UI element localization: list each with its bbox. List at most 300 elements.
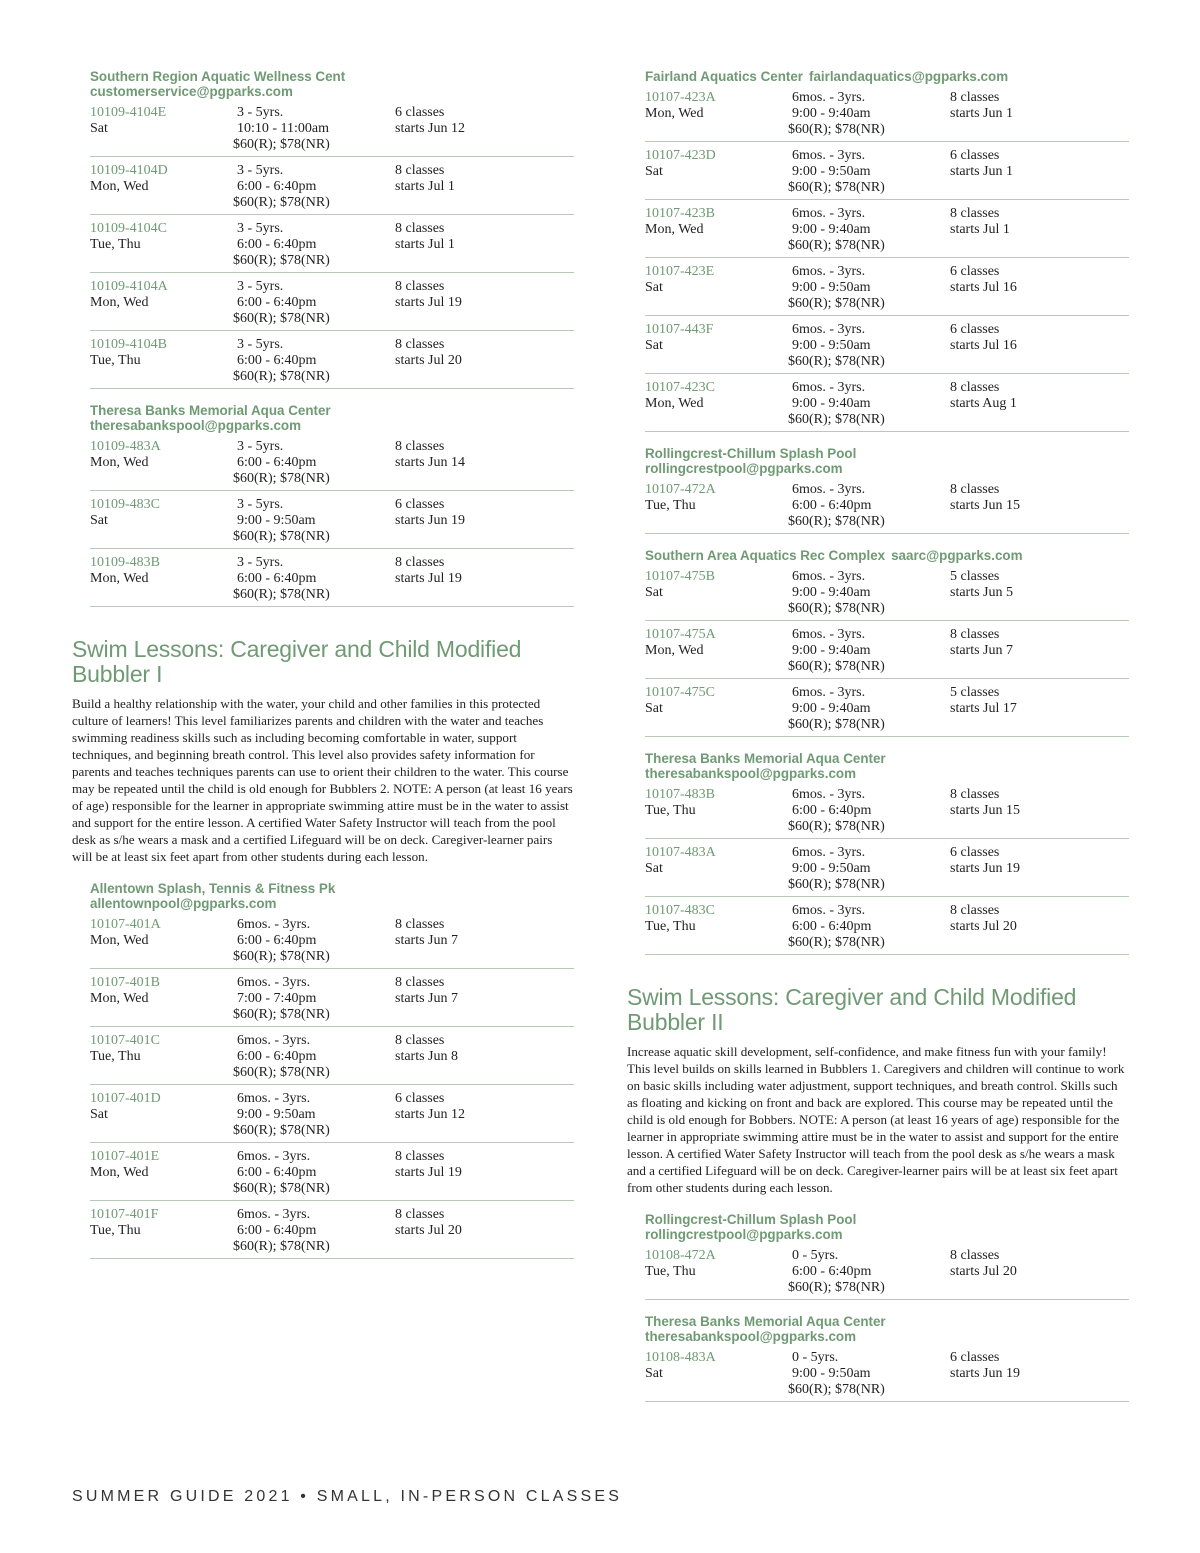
class-time: 9:00 - 9:50am <box>792 338 871 353</box>
sessions-cell <box>950 322 1129 370</box>
class-start: starts Jun 5 <box>950 585 1013 600</box>
class-ages: 6mos. - 3yrs. <box>792 206 866 221</box>
sessions-cell <box>950 482 1129 530</box>
class-ages: 6mos. - 3yrs. <box>792 380 866 395</box>
class-row <box>645 476 1129 534</box>
left-bottom-groups <box>72 881 574 1259</box>
code-cell <box>90 1149 237 1197</box>
class-time: 9:00 - 9:40am <box>792 585 871 600</box>
code-cell <box>90 279 237 327</box>
sessions-cell <box>950 1350 1129 1398</box>
venue-block <box>90 69 574 389</box>
class-row <box>90 911 574 969</box>
class-time: 7:00 - 7:40pm <box>237 991 317 1006</box>
class-fee: $60(R); $78(NR) <box>233 1065 330 1080</box>
class-ages: 3 - 5yrs. <box>237 163 284 178</box>
class-fee: $60(R); $78(NR) <box>233 369 330 384</box>
class-ages: 6mos. - 3yrs. <box>792 845 866 860</box>
code-cell <box>645 627 792 675</box>
class-fee: $60(R); $78(NR) <box>788 1280 885 1295</box>
class-code: 10108-483A <box>645 1350 716 1365</box>
class-ages: 3 - 5yrs. <box>237 105 284 120</box>
class-row <box>90 1143 574 1201</box>
venue-email: saarc@pgparks.com <box>891 548 1023 563</box>
class-code: 10107-443F <box>645 322 714 337</box>
class-ages: 6mos. - 3yrs. <box>237 1091 311 1106</box>
class-count: 8 classes <box>395 279 445 294</box>
class-row <box>90 1085 574 1143</box>
class-fee: $60(R); $78(NR) <box>788 659 885 674</box>
class-count: 6 classes <box>950 148 1000 163</box>
class-fee: $60(R); $78(NR) <box>233 471 330 486</box>
schedule-cell <box>788 685 950 733</box>
class-count: 6 classes <box>395 497 445 512</box>
class-count: 8 classes <box>950 787 1000 802</box>
class-count: 6 classes <box>395 1091 445 1106</box>
class-ages: 0 - 5yrs. <box>792 1350 839 1365</box>
sessions-cell <box>395 555 574 603</box>
schedule-cell <box>233 163 395 211</box>
class-start: starts Jun 7 <box>395 991 458 1006</box>
venue-name: Rollingcrest-Chillum Splash Pool <box>645 446 857 461</box>
page-footer: SUMMER GUIDE 2021 • SMALL, IN-PERSON CLASSES <box>72 1488 623 1505</box>
schedule-cell <box>788 787 950 835</box>
class-count: 6 classes <box>950 845 1000 860</box>
section-title: Swim Lessons: Caregiver and Child Modified Bubbler II <box>627 984 1077 1035</box>
class-time: 10:10 - 11:00am <box>237 121 330 136</box>
venue-name: Theresa Banks Memorial Aqua Center <box>90 403 331 418</box>
class-days: Sat <box>90 513 108 528</box>
class-time: 9:00 - 9:50am <box>237 1107 316 1122</box>
venue-email: rollingcrestpool@pgparks.com <box>645 1227 843 1242</box>
class-code: 10107-401C <box>90 1033 160 1048</box>
class-row <box>645 679 1129 737</box>
sessions-cell <box>395 917 574 965</box>
class-row <box>90 1201 574 1259</box>
class-code: 10107-401F <box>90 1207 159 1222</box>
sessions-cell <box>950 569 1129 617</box>
class-code: 10107-472A <box>645 482 716 497</box>
venue-email: theresabankspool@pgparks.com <box>645 766 857 781</box>
class-days: Mon, Wed <box>645 222 704 237</box>
venue-name: Theresa Banks Memorial Aqua Center <box>645 751 886 766</box>
class-days: Sat <box>645 164 663 179</box>
class-code: 10109-483B <box>90 555 160 570</box>
schedule-cell <box>788 482 950 530</box>
venue-header <box>90 403 574 433</box>
schedule-cell <box>788 627 950 675</box>
class-time: 9:00 - 9:50am <box>792 164 871 179</box>
class-ages: 3 - 5yrs. <box>237 439 284 454</box>
schedule-cell <box>788 569 950 617</box>
class-time: 6:00 - 6:40pm <box>792 498 872 513</box>
venue-name: Allentown Splash, Tennis & Fitness Pk <box>90 881 336 896</box>
class-ages: 6mos. - 3yrs. <box>792 90 866 105</box>
class-count: 8 classes <box>395 917 445 932</box>
class-ages: 6mos. - 3yrs. <box>792 322 866 337</box>
class-ages: 3 - 5yrs. <box>237 279 284 294</box>
class-count: 5 classes <box>950 685 1000 700</box>
class-days: Mon, Wed <box>90 933 149 948</box>
class-fee: $60(R); $78(NR) <box>788 122 885 137</box>
class-days: Sat <box>645 701 663 716</box>
code-cell <box>645 206 792 254</box>
class-days: Tue, Thu <box>645 803 696 818</box>
class-start: starts Jun 19 <box>395 513 465 528</box>
venue-block <box>90 881 574 1259</box>
class-ages: 6mos. - 3yrs. <box>237 1207 311 1222</box>
code-cell <box>90 221 237 269</box>
class-count: 8 classes <box>950 627 1000 642</box>
venue-email: rollingcrestpool@pgparks.com <box>645 461 843 476</box>
code-cell <box>90 917 237 965</box>
class-days: Mon, Wed <box>90 991 149 1006</box>
class-fee: $60(R); $78(NR) <box>233 195 330 210</box>
class-ages: 6mos. - 3yrs. <box>792 627 866 642</box>
class-code: 10109-4104E <box>90 105 167 120</box>
class-days: Mon, Wed <box>90 295 149 310</box>
class-count: 6 classes <box>950 1350 1000 1365</box>
code-cell <box>90 975 237 1023</box>
class-code: 10107-423B <box>645 206 715 221</box>
sessions-cell <box>950 903 1129 951</box>
class-fee: $60(R); $78(NR) <box>233 311 330 326</box>
class-time: 6:00 - 6:40pm <box>237 237 317 252</box>
venue-email: theresabankspool@pgparks.com <box>90 418 302 433</box>
class-row <box>645 1242 1129 1300</box>
class-days: Tue, Thu <box>90 1049 141 1064</box>
class-code: 10109-4104B <box>90 337 167 352</box>
schedule-cell <box>233 555 395 603</box>
sessions-cell <box>395 497 574 545</box>
class-start: starts Jun 8 <box>395 1049 458 1064</box>
right-bottom-groups <box>627 1212 1129 1402</box>
class-time: 6:00 - 6:40pm <box>237 455 317 470</box>
class-code: 10107-423E <box>645 264 715 279</box>
bubbler-1-section <box>72 637 574 865</box>
class-start: starts Jun 12 <box>395 1107 465 1122</box>
class-row <box>90 549 574 607</box>
sessions-cell <box>395 975 574 1023</box>
venue-name: Southern Area Aquatics Rec Complex <box>645 548 886 563</box>
schedule-cell <box>233 1207 395 1255</box>
class-start: starts Jun 15 <box>950 498 1020 513</box>
class-code: 10107-423A <box>645 90 716 105</box>
venue-header <box>645 1212 1129 1242</box>
schedule-cell <box>233 917 395 965</box>
class-ages: 3 - 5yrs. <box>237 497 284 512</box>
class-fee: $60(R); $78(NR) <box>788 354 885 369</box>
class-fee: $60(R); $78(NR) <box>788 935 885 950</box>
class-code: 10107-401D <box>90 1091 161 1106</box>
class-count: 8 classes <box>395 975 445 990</box>
class-ages: 6mos. - 3yrs. <box>237 975 311 990</box>
class-row <box>645 316 1129 374</box>
class-fee: $60(R); $78(NR) <box>788 877 885 892</box>
class-count: 8 classes <box>950 1248 1000 1263</box>
venue-header <box>90 881 574 911</box>
class-ages: 6mos. - 3yrs. <box>792 685 866 700</box>
class-time: 6:00 - 6:40pm <box>792 803 872 818</box>
class-count: 8 classes <box>950 90 1000 105</box>
bubbler-2-section <box>627 985 1129 1196</box>
schedule-cell <box>788 148 950 196</box>
class-time: 6:00 - 6:40pm <box>237 295 317 310</box>
class-time: 6:00 - 6:40pm <box>237 1049 317 1064</box>
class-count: 8 classes <box>950 206 1000 221</box>
class-code: 10107-475C <box>645 685 715 700</box>
venue-block <box>645 446 1129 534</box>
class-days: Mon, Wed <box>645 643 704 658</box>
venue-block <box>645 548 1129 737</box>
class-start: starts Jun 14 <box>395 455 465 470</box>
sessions-cell <box>950 627 1129 675</box>
class-count: 8 classes <box>950 380 1000 395</box>
class-days: Sat <box>645 585 663 600</box>
class-fee: $60(R); $78(NR) <box>788 601 885 616</box>
class-time: 9:00 - 9:50am <box>237 513 316 528</box>
class-row <box>90 215 574 273</box>
class-start: starts Jul 16 <box>950 280 1017 295</box>
class-start: starts Jun 1 <box>950 106 1013 121</box>
venue-block <box>645 69 1129 432</box>
code-cell <box>645 903 792 951</box>
class-ages: 6mos. - 3yrs. <box>237 917 311 932</box>
class-code: 10107-483C <box>645 903 715 918</box>
code-cell <box>90 1091 237 1139</box>
class-time: 9:00 - 9:40am <box>792 106 871 121</box>
class-count: 5 classes <box>950 569 1000 584</box>
sessions-cell <box>395 1091 574 1139</box>
venue-header <box>645 548 1129 563</box>
class-row <box>645 374 1129 432</box>
schedule-cell <box>788 903 950 951</box>
class-days: Mon, Wed <box>90 1165 149 1180</box>
sessions-cell <box>395 337 574 385</box>
class-count: 8 classes <box>950 482 1000 497</box>
class-time: 9:00 - 9:50am <box>792 1366 871 1381</box>
class-row <box>90 273 574 331</box>
section-title: Swim Lessons: Caregiver and Child Modified Bubbler I <box>72 636 522 687</box>
venue-block <box>645 1212 1129 1300</box>
code-cell <box>90 497 237 545</box>
class-count: 8 classes <box>395 1033 445 1048</box>
class-ages: 6mos. - 3yrs. <box>792 148 866 163</box>
sessions-cell <box>950 90 1129 138</box>
class-time: 6:00 - 6:40pm <box>237 933 317 948</box>
class-fee: $60(R); $78(NR) <box>788 180 885 195</box>
schedule-cell <box>233 497 395 545</box>
class-code: 10107-423D <box>645 148 716 163</box>
sessions-cell <box>395 1033 574 1081</box>
schedule-cell <box>233 975 395 1023</box>
code-cell <box>90 163 237 211</box>
right-column <box>627 69 1129 1408</box>
class-days: Sat <box>645 280 663 295</box>
class-start: starts Jun 7 <box>395 933 458 948</box>
class-start: starts Jun 19 <box>950 861 1020 876</box>
class-start: starts Jul 20 <box>950 1264 1017 1279</box>
class-code: 10107-401A <box>90 917 161 932</box>
class-fee: $60(R); $78(NR) <box>233 1239 330 1254</box>
class-days: Tue, Thu <box>90 237 141 252</box>
class-days: Sat <box>90 121 108 136</box>
code-cell <box>90 1207 237 1255</box>
class-start: starts Jul 20 <box>395 1223 462 1238</box>
code-cell <box>90 439 237 487</box>
schedule-cell <box>233 1033 395 1081</box>
class-time: 9:00 - 9:40am <box>792 643 871 658</box>
schedule-cell <box>788 380 950 428</box>
section-description: Build a healthy relationship with the water, your child and other families in this protected culture of learners! This level familiarizes parents and children with the water and teaches swimming readiness skills such as including becoming comfortable in water, support techniques, and beginning breath control. This level also provides safety information for parents and teaches techniques parents can use to orient their children to the water. This course may be repeated until the child is old enough for Bubblers 2. NOTE: A person (at least 16 years of age) responsible for the learner in appropriate swimming attire must be in the water to assist and support for the entire lesson. A certified Water Safety Instructor will teach from the pool desk as s/he wears a mask and a certified Lifeguard will be on deck. Caregiver-learner pairs will be at least six feet apart from other students during each lesson. <box>72 696 573 864</box>
class-days: Sat <box>645 338 663 353</box>
class-start: starts Jul 20 <box>950 919 1017 934</box>
code-cell <box>645 685 792 733</box>
schedule-cell <box>788 845 950 893</box>
class-fee: $60(R); $78(NR) <box>788 238 885 253</box>
class-code: 10107-401B <box>90 975 160 990</box>
class-fee: $60(R); $78(NR) <box>233 253 330 268</box>
class-code: 10107-475B <box>645 569 715 584</box>
class-time: 6:00 - 6:40pm <box>237 353 317 368</box>
left-column <box>72 69 574 1265</box>
class-start: starts Jul 1 <box>950 222 1010 237</box>
class-days: Mon, Wed <box>90 179 149 194</box>
class-start: starts Jul 19 <box>395 295 462 310</box>
class-count: 8 classes <box>395 1149 445 1164</box>
class-fee: $60(R); $78(NR) <box>788 819 885 834</box>
code-cell <box>645 148 792 196</box>
class-start: starts Jun 12 <box>395 121 465 136</box>
class-fee: $60(R); $78(NR) <box>233 1007 330 1022</box>
class-code: 10107-483A <box>645 845 716 860</box>
schedule-cell <box>233 279 395 327</box>
schedule-cell <box>233 337 395 385</box>
schedule-cell <box>233 105 395 153</box>
sessions-cell <box>950 206 1129 254</box>
venue-email: theresabankspool@pgparks.com <box>645 1329 857 1344</box>
class-days: Sat <box>645 861 663 876</box>
schedule-cell <box>788 1248 950 1296</box>
class-days: Tue, Thu <box>90 353 141 368</box>
class-count: 8 classes <box>395 1207 445 1222</box>
class-start: starts Jul 17 <box>950 701 1017 716</box>
schedule-cell <box>788 264 950 312</box>
schedule-cell <box>233 1091 395 1139</box>
class-ages: 6mos. - 3yrs. <box>792 264 866 279</box>
class-fee: $60(R); $78(NR) <box>788 717 885 732</box>
sessions-cell <box>395 105 574 153</box>
code-cell <box>645 322 792 370</box>
class-code: 10109-483A <box>90 439 161 454</box>
class-days: Tue, Thu <box>90 1223 141 1238</box>
class-time: 6:00 - 6:40pm <box>792 919 872 934</box>
class-row <box>90 157 574 215</box>
code-cell <box>90 1033 237 1081</box>
class-ages: 6mos. - 3yrs. <box>237 1033 311 1048</box>
schedule-cell <box>788 90 950 138</box>
sessions-cell <box>950 845 1129 893</box>
class-count: 8 classes <box>395 163 445 178</box>
class-time: 9:00 - 9:40am <box>792 396 871 411</box>
sessions-cell <box>950 380 1129 428</box>
sessions-cell <box>950 787 1129 835</box>
schedule-cell <box>788 206 950 254</box>
sessions-cell <box>950 685 1129 733</box>
sessions-cell <box>395 279 574 327</box>
class-count: 6 classes <box>395 105 445 120</box>
class-count: 8 classes <box>395 555 445 570</box>
sessions-cell <box>395 1207 574 1255</box>
class-fee: $60(R); $78(NR) <box>233 529 330 544</box>
venue-email: customerservice@pgparks.com <box>90 84 293 99</box>
class-days: Mon, Wed <box>90 571 149 586</box>
class-row <box>645 258 1129 316</box>
class-days: Sat <box>90 1107 108 1122</box>
class-ages: 6mos. - 3yrs. <box>792 482 866 497</box>
class-row <box>645 781 1129 839</box>
class-row <box>645 142 1129 200</box>
class-start: starts Jul 1 <box>395 179 455 194</box>
class-start: starts Aug 1 <box>950 396 1017 411</box>
sessions-cell <box>950 148 1129 196</box>
class-start: starts Jul 16 <box>950 338 1017 353</box>
class-start: starts Jun 7 <box>950 643 1013 658</box>
sessions-cell <box>395 1149 574 1197</box>
class-row <box>645 84 1129 142</box>
class-row <box>645 563 1129 621</box>
class-count: 6 classes <box>950 264 1000 279</box>
code-cell <box>645 264 792 312</box>
class-code: 10108-472A <box>645 1248 716 1263</box>
left-top-groups <box>72 69 574 607</box>
class-row <box>90 433 574 491</box>
class-time: 9:00 - 9:50am <box>792 280 871 295</box>
code-cell <box>645 787 792 835</box>
class-code: 10109-4104D <box>90 163 168 178</box>
class-row <box>90 331 574 389</box>
sessions-cell <box>395 439 574 487</box>
class-fee: $60(R); $78(NR) <box>788 514 885 529</box>
class-code: 10107-401E <box>90 1149 160 1164</box>
class-ages: 6mos. - 3yrs. <box>792 787 866 802</box>
class-row <box>645 839 1129 897</box>
class-time: 9:00 - 9:50am <box>792 861 871 876</box>
venue-name: Theresa Banks Memorial Aqua Center <box>645 1314 886 1329</box>
class-row <box>645 1344 1129 1402</box>
venue-header <box>645 751 1129 781</box>
class-days: Mon, Wed <box>645 396 704 411</box>
class-ages: 6mos. - 3yrs. <box>792 569 866 584</box>
venue-header <box>645 1314 1129 1344</box>
code-cell <box>645 1248 792 1296</box>
sessions-cell <box>950 264 1129 312</box>
class-row <box>90 99 574 157</box>
section-description: Increase aquatic skill development, self-confidence, and make fitness fun with your family! This level builds on skills learned in Bubblers 1. Caregivers and children will continue to work on basic skills including water adjustment, support techniques, and breath control. Skills such as floating and kicking on front and back are explored. This course may be repeated until the child is old enough for Bobbers. NOTE: A person (at least 16 years of age) responsible for the learner in appropriate swimming attire must be in the water to assist and support for the entire lesson. A certified Water Safety Instructor will teach from the pool desk as s/he wears a mask and a certified Lifeguard will be on deck. Caregiver-learner pairs will be at least six feet apart from other students during each lesson. <box>627 1044 1125 1195</box>
class-time: 6:00 - 6:40pm <box>792 1264 872 1279</box>
class-time: 6:00 - 6:40pm <box>237 1223 317 1238</box>
class-fee: $60(R); $78(NR) <box>788 412 885 427</box>
class-time: 6:00 - 6:40pm <box>237 571 317 586</box>
class-days: Tue, Thu <box>645 498 696 513</box>
class-ages: 0 - 5yrs. <box>792 1248 839 1263</box>
class-count: 8 classes <box>950 903 1000 918</box>
class-count: 8 classes <box>395 221 445 236</box>
schedule-cell <box>788 322 950 370</box>
code-cell <box>645 482 792 530</box>
class-ages: 3 - 5yrs. <box>237 221 284 236</box>
class-ages: 3 - 5yrs. <box>237 555 284 570</box>
